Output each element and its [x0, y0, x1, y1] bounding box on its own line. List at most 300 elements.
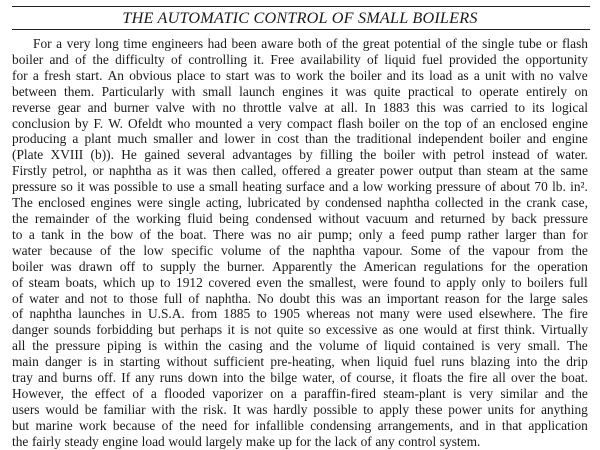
word: entirely	[526, 83, 568, 99]
text-line	[12, 259, 588, 275]
word: were	[415, 306, 442, 322]
word: rather	[467, 226, 499, 242]
word: tank	[41, 226, 65, 242]
word: this	[315, 290, 336, 306]
word: from	[191, 306, 218, 322]
word: similar	[500, 385, 538, 401]
word: called,	[241, 163, 277, 179]
header-bottom-rule	[12, 29, 590, 30]
word: valve	[155, 99, 185, 115]
word: and	[386, 67, 407, 83]
word: those	[129, 290, 158, 306]
word: to	[142, 258, 153, 274]
word: no	[540, 67, 554, 83]
word: within	[164, 338, 199, 354]
word: off.	[97, 370, 117, 386]
word: the	[71, 385, 88, 401]
word: fairly	[31, 433, 61, 449]
word: reason	[444, 290, 480, 306]
word: start	[225, 67, 250, 83]
word: in	[131, 306, 142, 322]
word: a	[473, 67, 480, 83]
word: boiler	[12, 258, 44, 274]
word: the	[295, 338, 313, 354]
word: whereas	[306, 306, 351, 322]
word: back	[511, 210, 537, 226]
word: liquid	[376, 354, 408, 370]
text-line	[12, 211, 588, 227]
word: pressure	[55, 338, 101, 354]
word: aware	[261, 36, 294, 51]
word: of	[366, 51, 379, 67]
word: with	[151, 401, 176, 417]
word: it.	[253, 51, 265, 67]
word: bilge	[270, 370, 298, 386]
word: or	[92, 163, 104, 179]
word: volume	[221, 242, 262, 258]
word: throttle	[242, 99, 282, 115]
word: of	[132, 385, 144, 401]
word: engine	[552, 115, 588, 131]
word: lower	[224, 131, 255, 147]
word: and	[526, 131, 547, 147]
word: conclusion	[12, 115, 71, 131]
word: fire	[468, 370, 488, 386]
word: boiler	[383, 147, 415, 163]
word: availability	[300, 51, 361, 67]
word: practical	[407, 83, 455, 99]
word: surface	[286, 179, 325, 195]
word: than	[305, 131, 329, 147]
word: vaporizer	[212, 385, 263, 401]
word: of	[139, 226, 151, 242]
word: many	[379, 306, 410, 322]
word: of	[340, 370, 352, 386]
word: burner.	[227, 258, 265, 274]
word: danger	[12, 322, 49, 338]
word: Apparently	[272, 258, 333, 274]
word: without	[318, 210, 360, 226]
word: top	[444, 115, 462, 131]
word: of	[188, 290, 200, 306]
word: bow	[110, 226, 134, 242]
text-line	[12, 163, 588, 179]
word: condensed	[255, 210, 312, 226]
word: anything	[540, 401, 588, 417]
word: of	[536, 147, 549, 163]
word: lack	[334, 433, 357, 449]
word: largely	[205, 433, 243, 449]
word: not	[356, 306, 374, 322]
word: for	[233, 417, 250, 433]
word: on	[270, 385, 284, 401]
word: of	[12, 306, 24, 322]
text-line	[12, 179, 588, 195]
word: the	[571, 242, 588, 258]
word: a	[325, 163, 332, 179]
word: was	[250, 226, 272, 242]
word: found	[393, 274, 425, 290]
word: steady	[64, 433, 99, 449]
word: work	[79, 417, 107, 433]
word: into	[222, 370, 244, 386]
word: independent	[417, 131, 484, 147]
word: the	[181, 401, 198, 417]
word: because	[112, 417, 156, 433]
word: these	[414, 401, 443, 417]
word: boat.	[180, 226, 207, 242]
word: very	[469, 385, 494, 401]
word: of	[326, 36, 338, 51]
word: first	[477, 322, 499, 338]
word: no	[277, 226, 292, 242]
word: a	[32, 67, 39, 83]
text-line	[12, 402, 588, 418]
word: not	[254, 322, 272, 338]
word: start.	[76, 67, 103, 83]
word: 1905	[273, 306, 300, 322]
text-line	[12, 434, 588, 450]
word: make	[245, 433, 275, 449]
word: to	[12, 226, 23, 242]
word: need	[201, 417, 228, 433]
word: regulations	[423, 258, 484, 274]
word: naphtha.	[205, 290, 252, 306]
word: of	[445, 36, 457, 51]
word: The	[566, 338, 588, 354]
word: low	[362, 179, 383, 195]
word: power	[448, 401, 482, 417]
word: been	[231, 36, 257, 51]
word: for	[519, 401, 536, 417]
word: output	[418, 163, 453, 179]
text-line	[12, 147, 588, 163]
word: boilers	[527, 274, 564, 290]
word: steam	[486, 163, 519, 179]
text-line	[12, 36, 588, 52]
word: the	[288, 242, 305, 258]
word: water.	[555, 147, 588, 163]
word: the	[504, 195, 521, 211]
word: vacuum	[365, 210, 409, 226]
word: the	[314, 433, 332, 449]
word: working	[387, 179, 432, 195]
word: with	[422, 147, 446, 163]
word: or	[546, 36, 558, 51]
word: of	[484, 179, 497, 195]
word: For	[33, 36, 52, 51]
word: the	[119, 242, 136, 258]
word: the	[248, 370, 266, 386]
word: was	[50, 258, 72, 274]
word: being	[219, 210, 249, 226]
word: covered	[208, 274, 251, 290]
word: so	[60, 179, 73, 195]
word: load	[141, 433, 165, 449]
word: a	[56, 36, 63, 51]
word: for	[490, 258, 507, 274]
word: F.	[93, 115, 104, 131]
word: of	[466, 115, 478, 131]
word: and	[544, 385, 565, 401]
word: American	[363, 258, 417, 274]
text-line	[12, 338, 588, 354]
word: naphtha	[109, 163, 152, 179]
word: to	[280, 67, 291, 83]
word: In	[364, 99, 376, 115]
word: it	[173, 163, 181, 179]
word: supply	[160, 258, 196, 274]
word: fuel	[414, 354, 435, 370]
word: 1885	[223, 306, 251, 322]
word: the	[12, 210, 29, 226]
word: to	[514, 99, 526, 115]
word: Free	[270, 51, 295, 67]
word: by	[75, 115, 89, 131]
word: possible	[313, 401, 358, 417]
word: the	[538, 163, 555, 179]
word: collected	[434, 195, 484, 211]
word: petrol,	[52, 163, 88, 179]
word: the	[328, 67, 346, 83]
word: who	[167, 115, 191, 131]
word: be	[84, 401, 98, 417]
word: on	[574, 83, 588, 99]
word: specific	[171, 242, 214, 258]
word: No	[257, 290, 274, 306]
word: gear	[57, 99, 81, 115]
word: from	[537, 242, 564, 258]
word: the	[468, 242, 485, 258]
word: and	[269, 338, 289, 354]
word: in	[485, 417, 496, 433]
word: no	[222, 99, 236, 115]
word: full	[163, 290, 183, 306]
word: It	[232, 401, 241, 417]
word: it	[399, 370, 408, 386]
word: low	[143, 242, 164, 258]
word: and	[64, 290, 85, 306]
word: gained	[144, 147, 180, 163]
word: up	[278, 433, 292, 449]
word: the	[339, 258, 357, 274]
word: at	[462, 322, 473, 338]
word: in	[488, 195, 500, 211]
word: The	[12, 195, 33, 211]
word: pressure	[436, 179, 481, 195]
word: engines	[282, 83, 324, 99]
word: boiler	[350, 67, 382, 83]
word: logical	[551, 99, 588, 115]
word: is	[453, 385, 462, 401]
word: is	[148, 338, 158, 354]
word: for	[485, 290, 502, 306]
word: starting	[119, 354, 161, 370]
word: apply	[379, 401, 410, 417]
word: into	[516, 354, 538, 370]
word: same	[560, 163, 588, 179]
word: and	[328, 179, 349, 195]
word: as	[382, 322, 394, 338]
word: acting,	[205, 195, 242, 211]
header-top-rule	[12, 6, 590, 7]
word: for	[295, 433, 312, 449]
word: would	[45, 401, 79, 417]
word: control	[398, 433, 437, 449]
word: blazing	[470, 354, 511, 370]
word: filling	[319, 147, 353, 163]
word: in	[103, 354, 114, 370]
word: application	[528, 417, 588, 433]
word: instead	[491, 147, 530, 163]
word: tube	[518, 36, 542, 51]
word: boiler	[12, 51, 44, 67]
word: pressure	[12, 179, 57, 195]
word: crank	[526, 195, 557, 211]
word: work	[295, 67, 324, 83]
word: pre-heating,	[270, 354, 335, 370]
word: time	[123, 36, 148, 51]
text-line	[12, 52, 588, 68]
word: the	[502, 51, 520, 67]
word: working	[136, 210, 181, 226]
word: place	[176, 67, 206, 83]
word: that	[501, 417, 523, 433]
word: condensing	[310, 417, 372, 433]
word: case,	[561, 195, 588, 211]
word: excessive	[326, 322, 378, 338]
word: vapour.	[362, 242, 403, 258]
text-line	[12, 131, 588, 147]
word: on	[404, 115, 419, 131]
word: XVIII	[50, 147, 84, 163]
word: units	[487, 401, 514, 417]
text-line	[12, 386, 588, 402]
word: by	[491, 210, 506, 226]
word: controlling	[188, 51, 248, 67]
word: but	[158, 322, 176, 338]
body-paragraph	[12, 36, 588, 450]
word: the	[113, 210, 130, 226]
word: only	[358, 226, 383, 242]
text-line	[12, 195, 588, 211]
word: the	[92, 51, 109, 67]
word: flooded	[164, 385, 205, 401]
word: boat.	[561, 370, 588, 386]
word: small.	[527, 338, 561, 354]
word: to	[256, 306, 267, 322]
word: all.	[340, 99, 358, 115]
word: as	[156, 163, 169, 179]
word: apply	[446, 274, 477, 290]
word: were	[136, 195, 163, 211]
word: launches	[78, 306, 125, 322]
word: to	[511, 274, 522, 290]
word: was	[345, 83, 367, 99]
word: burns	[62, 370, 93, 386]
word: the	[447, 370, 464, 386]
word: enclosed	[38, 195, 86, 211]
word: small	[209, 179, 239, 195]
text-line	[12, 418, 588, 434]
word: in	[70, 226, 82, 242]
word: one	[399, 322, 419, 338]
word: 70	[534, 179, 548, 195]
word: W.	[108, 115, 123, 131]
word: a	[290, 385, 297, 401]
word: petrol	[453, 147, 485, 163]
word: of	[269, 242, 281, 258]
word: steam	[28, 274, 60, 290]
word: quite	[373, 83, 401, 99]
word: traditional	[356, 131, 412, 147]
word: power	[379, 163, 414, 179]
word: operation	[537, 258, 588, 274]
word: very	[497, 338, 521, 354]
word: remainder	[34, 210, 90, 226]
text-line	[12, 243, 588, 259]
word: with	[171, 83, 196, 99]
word: the	[87, 226, 104, 242]
word: down	[187, 370, 218, 386]
word: If	[121, 370, 131, 386]
word: a	[72, 131, 79, 147]
text-line	[12, 354, 588, 370]
word: flash	[337, 115, 364, 131]
word: small	[202, 83, 232, 99]
word: danger	[45, 354, 82, 370]
word: had	[207, 36, 227, 51]
word: carried	[470, 99, 508, 115]
text-line	[12, 227, 588, 243]
word: was	[88, 179, 110, 195]
word: naphtha	[29, 306, 72, 322]
word: of	[100, 242, 112, 258]
word: between	[12, 83, 57, 99]
word: by	[306, 195, 320, 211]
word: launch	[239, 83, 275, 99]
word: Particularly	[101, 83, 165, 99]
word: of	[75, 51, 87, 67]
word: sounds	[53, 322, 91, 338]
word: than	[542, 226, 566, 242]
word: over	[510, 370, 535, 386]
word: would	[423, 322, 458, 338]
word: it	[77, 179, 85, 195]
word: very	[258, 115, 282, 131]
word: than	[458, 163, 482, 179]
word: cost	[277, 131, 299, 147]
word: steam-plant	[383, 385, 446, 401]
word: an	[482, 115, 496, 131]
word: of	[170, 51, 183, 67]
word: air	[297, 226, 312, 242]
word: fluid	[187, 210, 213, 226]
word: was	[246, 401, 268, 417]
running-head-title: THE AUTOMATIC CONTROL OF SMALL BOILERS	[122, 9, 478, 27]
word: and	[49, 51, 69, 67]
word: at	[324, 99, 334, 115]
word: not	[90, 290, 108, 306]
word: opportunity	[525, 51, 588, 67]
word: sales	[561, 290, 588, 306]
word: system.	[439, 433, 481, 449]
word: elsewhere.	[478, 306, 536, 322]
word: in	[260, 131, 272, 147]
word: to	[461, 83, 472, 99]
word: engineers	[151, 36, 204, 51]
word: The	[542, 306, 563, 322]
